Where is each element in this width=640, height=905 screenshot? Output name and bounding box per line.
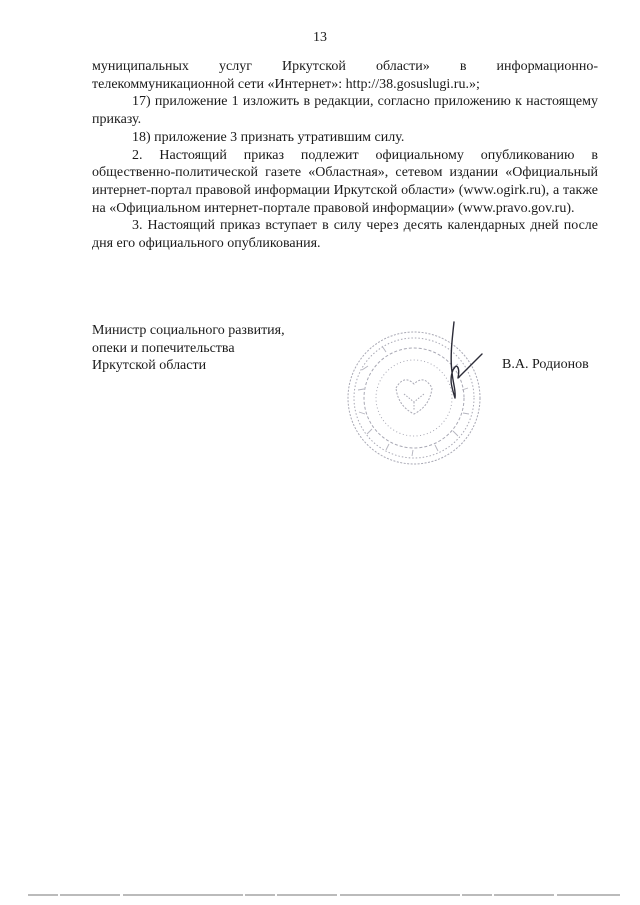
paragraph-publication: 2. Настоящий приказ подлежит официальному опубликованию в общественно-политической газете «Областная», сетевом издании «Официальный интернет-портал правовой информации Иркутской области» (www.ogirk.ru), а также на «Официальном интернет-портале правовой информации» (www.pravo.gov.ru).	[92, 147, 598, 216]
paragraph-item-17: 17) приложение 1 изложить в редакции, согласно приложению к настоящему приказу.	[92, 94, 598, 128]
paragraph-continuation: муниципальных услуг Иркутской области» в информационно-телекоммуникационной сети «Интернет»: http://38.gosuslugi.ru.»;	[92, 59, 598, 92]
official-seal-stamp	[334, 310, 494, 480]
bottom-scan-line	[0, 893, 640, 897]
page-number: 13	[313, 30, 327, 45]
signatory-title	[92, 322, 285, 375]
paragraph-item-18: 18) приложение 3 признать утратившим силу.	[132, 129, 405, 145]
signatory-line-2: опеки и попечительства	[92, 340, 235, 356]
paragraph-effective-date: 3. Настоящий приказ вступает в силу через десять календарных дней после дня его официального опубликования.	[92, 218, 598, 252]
handwritten-signature	[451, 322, 482, 398]
signatory-line-1: Министр социального развития,	[92, 323, 285, 338]
document-body	[92, 58, 598, 253]
signer-name: В.А. Родионов	[502, 357, 589, 372]
signatory-line-3: Иркутской области	[92, 358, 207, 373]
